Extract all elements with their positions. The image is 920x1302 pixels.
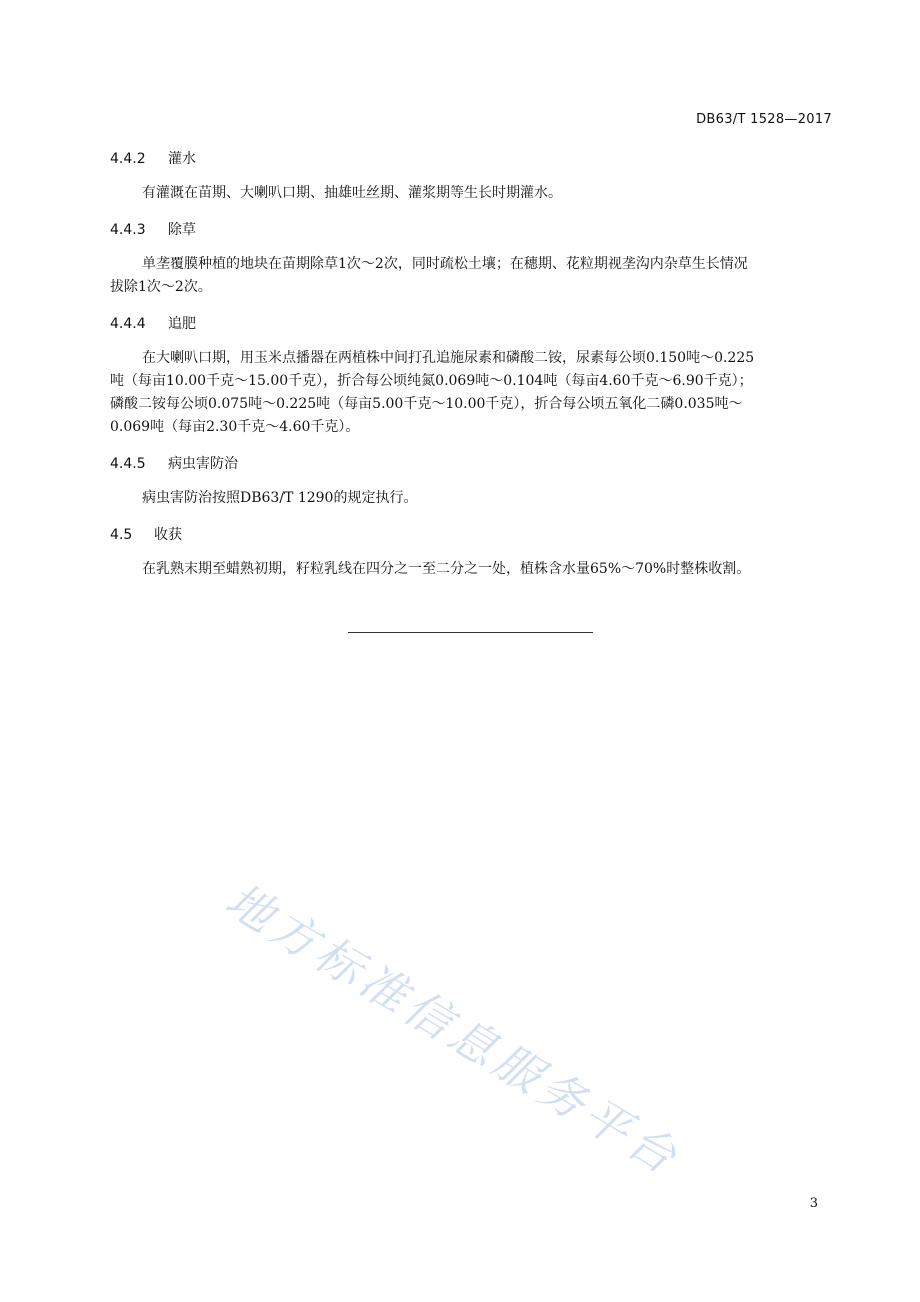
paragraph-line: 在乳熟末期至蜡熟初期，籽粒乳线在四分之一至二分之一处，植株含水量65%～70%时整株收割。 — [142, 561, 751, 577]
section-title: 除草 — [168, 222, 196, 238]
paragraph-line: 吨（每亩10.00千克～15.00千克），折合每公顷纯氮0.069吨～0.104吨（每亩4.60千克～6.90千克）； — [110, 373, 753, 389]
paragraph-line: 磷酸二铵每公顷0.075吨～0.225吨（每亩5.00千克～10.00千克），折合每公顷五氧化二磷0.035吨～ — [110, 396, 743, 412]
paragraph-line: 有灌溉在苗期、大喇叭口期、抽雄吐丝期、灌浆期等生长时期灌水。 — [142, 185, 562, 201]
section-heading-4-4-4 — [110, 313, 832, 335]
section-heading-4-4-3 — [110, 219, 832, 241]
section-number: 4.4.2 — [110, 151, 146, 167]
paragraph-line: 单垄覆膜种植的地块在苗期除草1次～2次，同时疏松土壤；在穗期、花粒期视垄沟内杂草生长情况 — [142, 256, 748, 272]
section-heading-4-4-5 — [110, 453, 832, 475]
document-body — [110, 148, 832, 595]
section-number: 4.4.4 — [110, 316, 146, 332]
paragraph-line: 在大喇叭口期，用玉米点播器在两植株中间打孔追施尿素和磷酸二铵，尿素每公顷0.150吨～0.225 — [142, 350, 755, 366]
section-number: 4.4.3 — [110, 222, 146, 238]
page-number: 3 — [809, 1196, 818, 1211]
document-code: DB63/T 1528—2017 — [696, 112, 832, 127]
section-number: 4.5 — [110, 527, 133, 543]
watermark-text: 地方标准信息服务平台 — [216, 872, 691, 1187]
section-paragraph-4-4-3 — [110, 253, 832, 299]
section-title: 收获 — [154, 527, 182, 543]
paragraph-line: 拔除1次～2次。 — [110, 279, 212, 295]
section-paragraph-4-4-4 — [110, 347, 832, 439]
section-title: 追肥 — [168, 316, 196, 332]
paragraph-line: 病虫害防治按照DB63/T 1290的规定执行。 — [142, 490, 418, 506]
section-title: 灌水 — [168, 151, 196, 167]
section-paragraph-4-4-2 — [110, 182, 832, 205]
section-number: 4.4.5 — [110, 456, 146, 472]
section-paragraph-4-4-5 — [110, 487, 832, 510]
section-title: 病虫害防治 — [168, 456, 238, 472]
end-of-document-rule — [348, 632, 593, 633]
section-paragraph-4-5 — [110, 558, 832, 581]
paragraph-line: 0.069吨（每亩2.30千克～4.60千克）。 — [110, 419, 360, 435]
section-heading-4-4-2 — [110, 148, 832, 170]
section-heading-4-5 — [110, 524, 832, 546]
